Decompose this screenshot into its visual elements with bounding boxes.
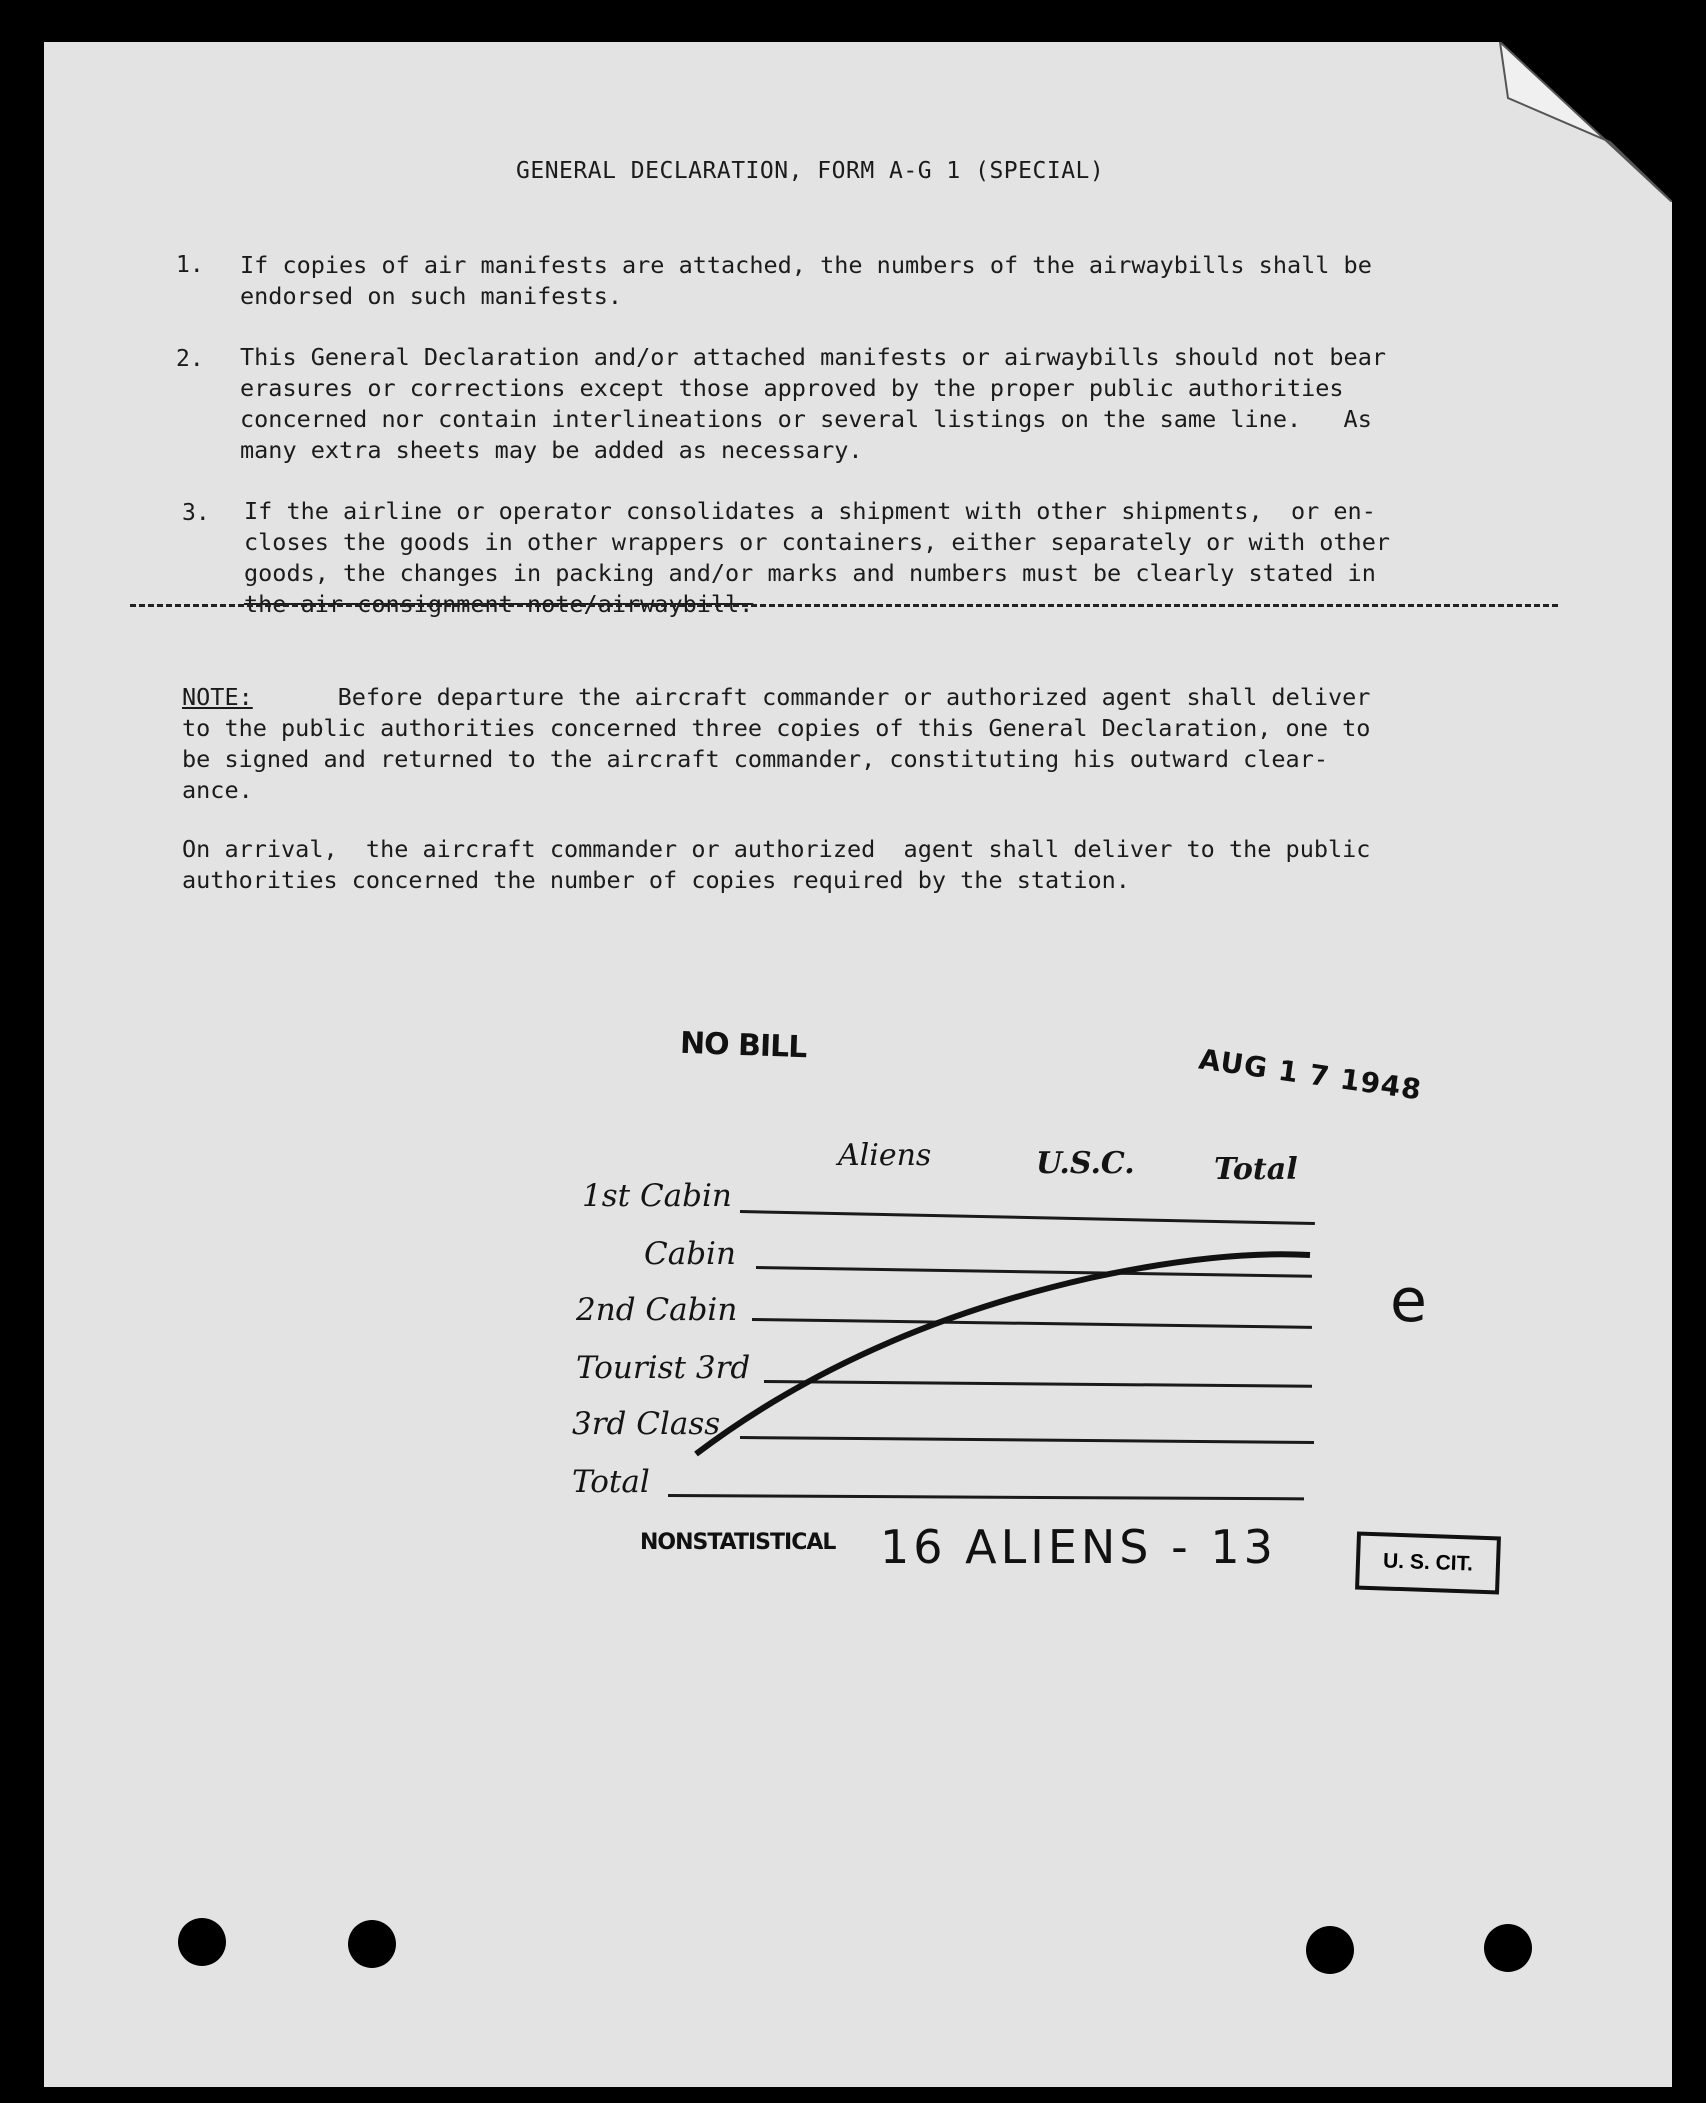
instruction-number: 3. bbox=[182, 500, 210, 526]
row-third-class: 3rd Class bbox=[572, 1406, 721, 1442]
row-tourist-third: Tourist 3rd bbox=[576, 1350, 751, 1386]
handwritten-mark: e bbox=[1390, 1266, 1431, 1336]
arrival-block: On arrival, the aircraft commander or authorized agent shall deliver to the public authorities concerned the number of copies required by the station. bbox=[182, 835, 1371, 894]
form-title: GENERAL DECLARATION, FORM A-G 1 (SPECIAL) bbox=[516, 158, 1105, 184]
punch-hole bbox=[178, 1918, 226, 1966]
instruction-1: If copies of air manifests are attached, the numbers of the airwaybills shall be endorsed on such manifests. bbox=[240, 251, 1372, 310]
instruction-number: 1. bbox=[176, 252, 204, 278]
row-second-cabin: 2nd Cabin bbox=[576, 1292, 738, 1328]
column-aliens: Aliens bbox=[838, 1138, 932, 1173]
column-usc: U.S.C. bbox=[1036, 1146, 1135, 1181]
note-block: NOTE: Before departure the aircraft commander or authorized agent shall deliver to the public authorities concerned three copies of this General Declaration, one to be signed and returned to the aircraft commander, constituting his outward clear- ance. bbox=[182, 683, 1371, 804]
instruction-number: 2. bbox=[176, 346, 204, 372]
handwritten-count: 16 ALIENS - 13 bbox=[880, 1520, 1277, 1574]
column-total: Total bbox=[1214, 1152, 1298, 1187]
row-first-cabin: 1st Cabin bbox=[582, 1178, 732, 1214]
note-label: NOTE: bbox=[182, 683, 253, 711]
dashed-divider bbox=[130, 604, 1558, 607]
punch-hole bbox=[1484, 1924, 1532, 1972]
instruction-2: This General Declaration and/or attached manifests or airwaybills should not bear erasures or corrections except those approved by the proper public authorities concerned nor contain interlineations or several listings on the same line. As many extra sheets may be added as necessary. bbox=[240, 343, 1387, 464]
row-total: Total bbox=[572, 1464, 650, 1500]
nonstatistical-stamp: NONSTATISTICAL bbox=[640, 1530, 836, 1555]
instruction-3: If the airline or operator consolidates a shipment with other shipments, or en- closes the goods in other wrappers or containers, either separately or with other goods, the changes in packing and/or marks and numbers must be clearly stated in the air consignment note/airwaybill. bbox=[244, 497, 1391, 618]
row-cabin: Cabin bbox=[644, 1236, 736, 1272]
punch-hole bbox=[1306, 1926, 1354, 1974]
no-bill-stamp: NO BILL bbox=[679, 1025, 807, 1066]
folded-corner bbox=[1490, 42, 1672, 202]
date-stamp: AUG 1 7 1948 bbox=[1196, 1042, 1424, 1107]
us-cit-stamp: U. S. CIT. bbox=[1355, 1532, 1501, 1595]
punch-hole bbox=[348, 1920, 396, 1968]
